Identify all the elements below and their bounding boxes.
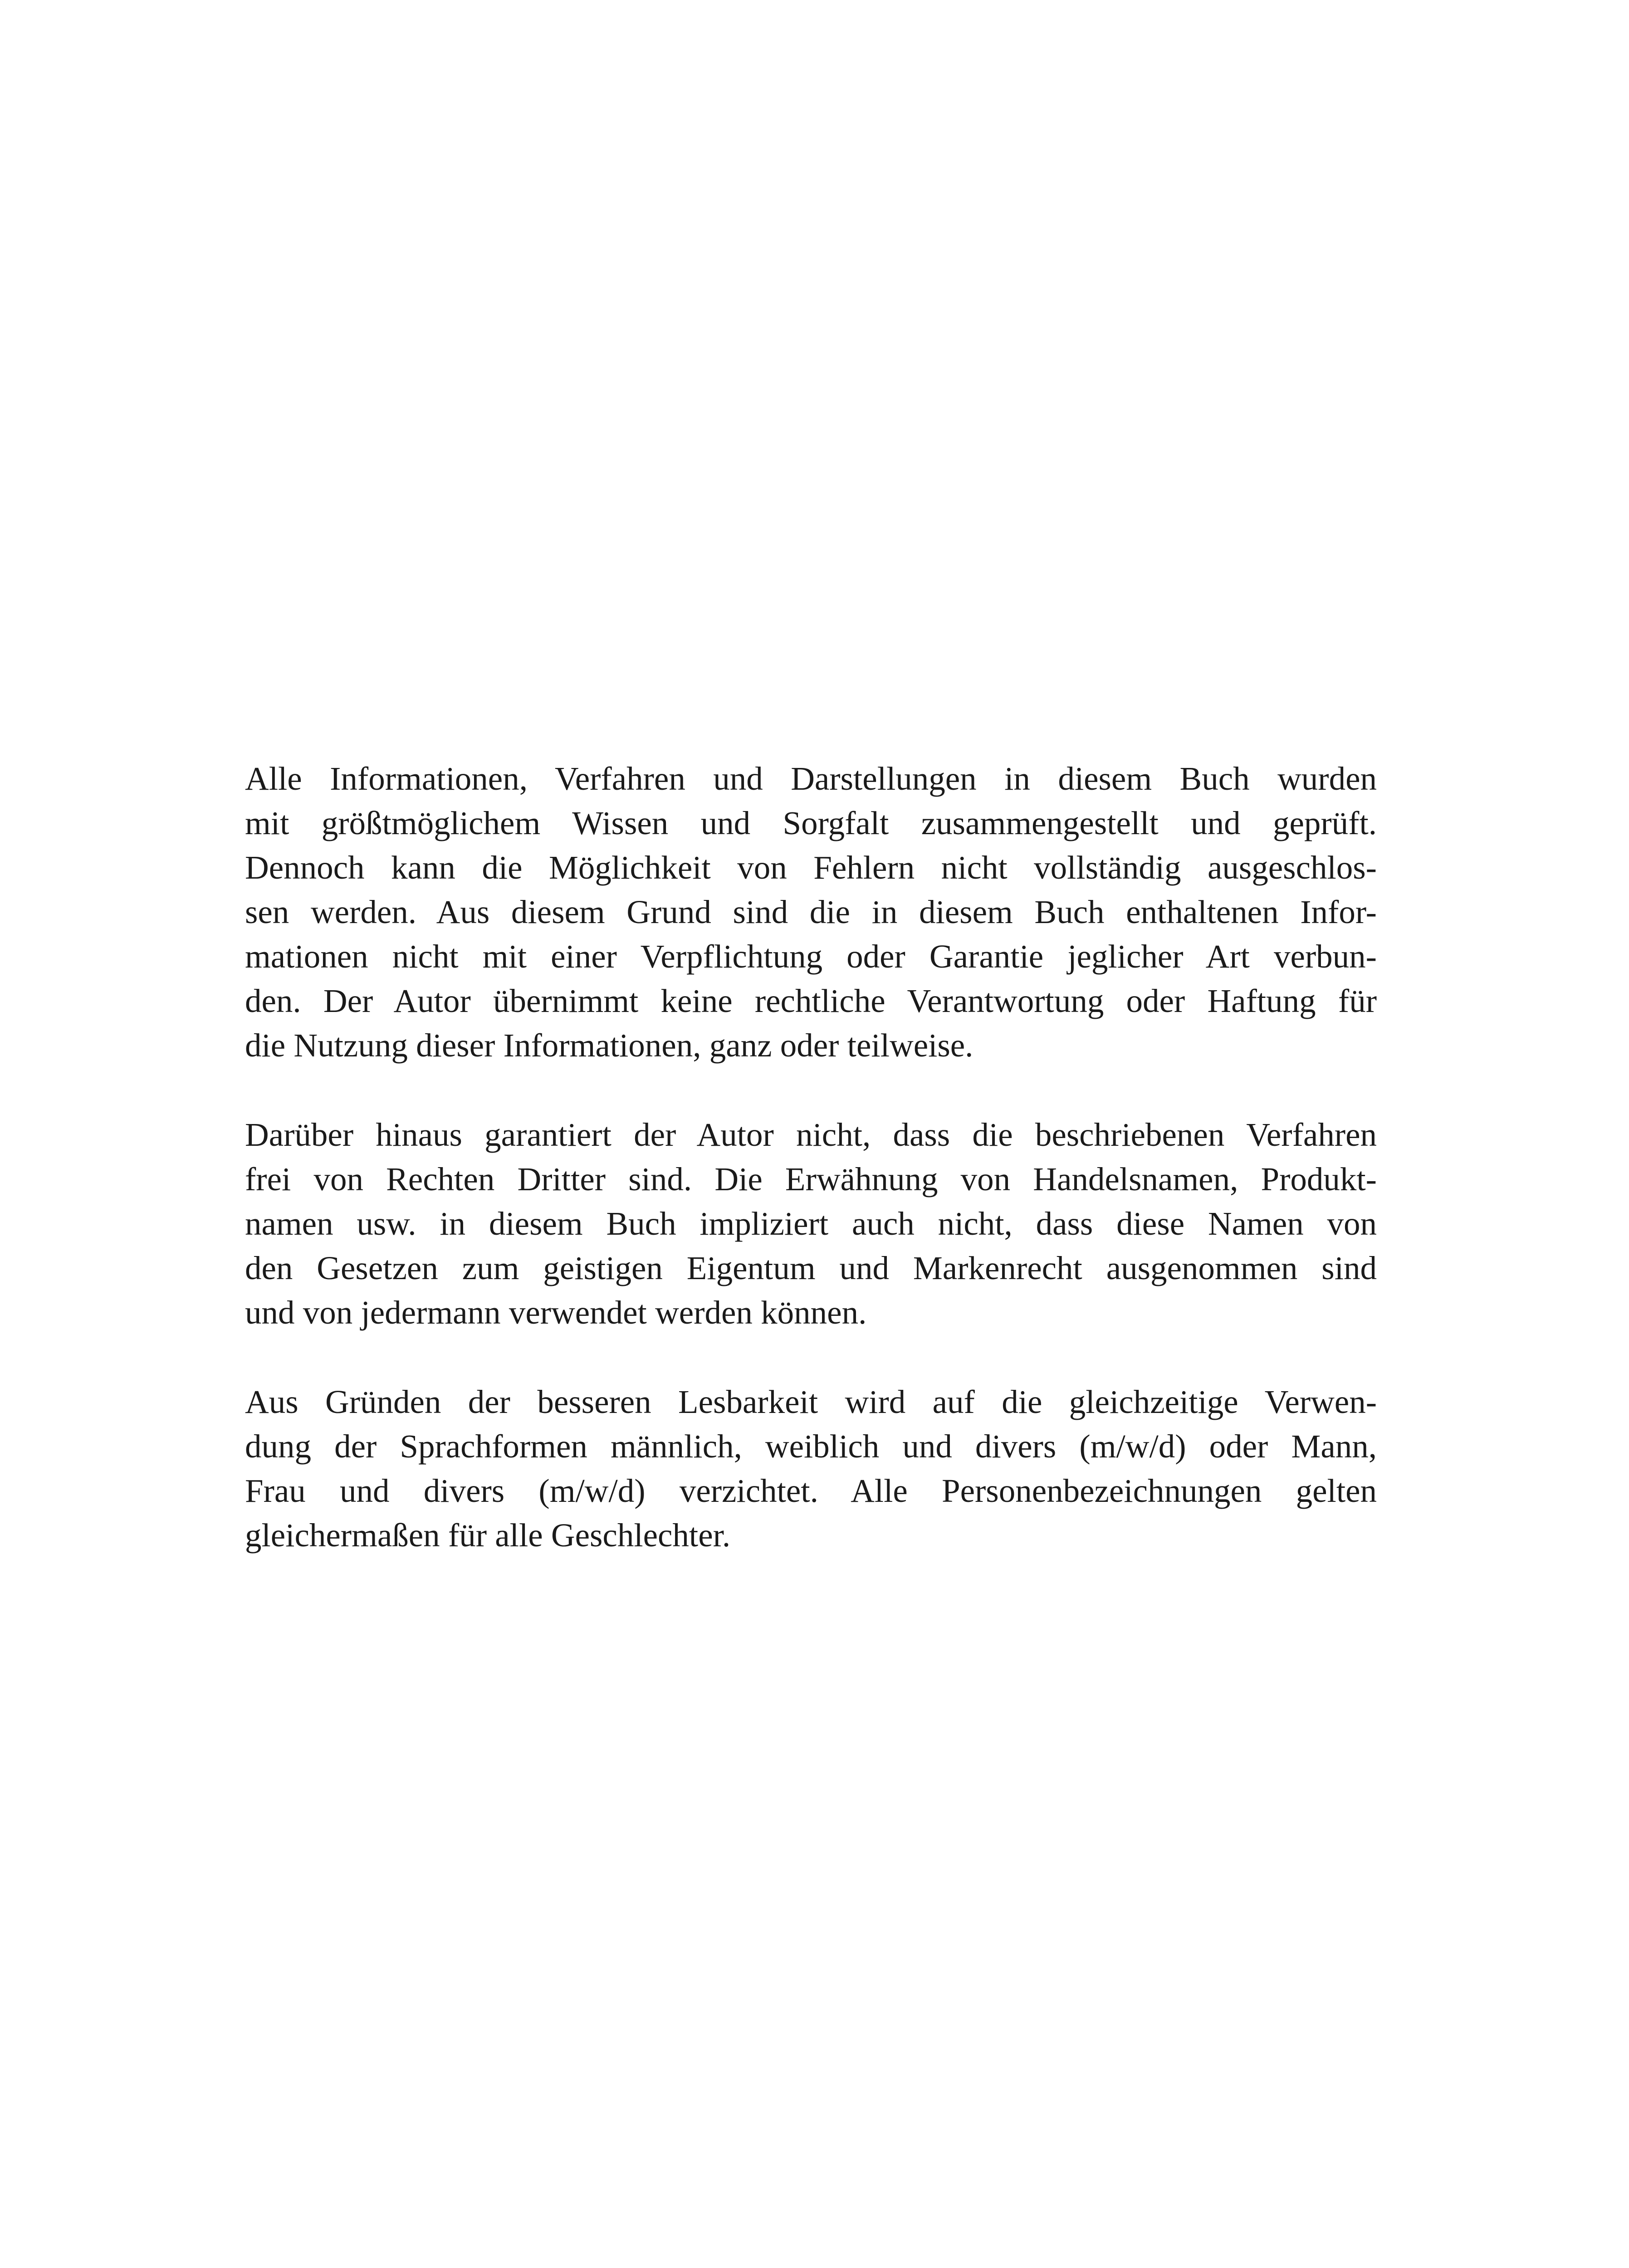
- text-line: mit größtmöglichem Wissen und Sorgfalt zusammengestellt und geprüft.: [245, 805, 1377, 841]
- text-line: namen usw. in diesem Buch impliziert auch nicht, dass diese Namen von: [245, 1205, 1377, 1242]
- text-line: die Nutzung dieser Informationen, ganz oder teilweise.: [245, 1027, 973, 1064]
- text-line: Dennoch kann die Möglichkeit von Fehlern nicht vollständig ausgeschlos-: [245, 849, 1377, 886]
- disclaimer-text: [245, 757, 1377, 1558]
- text-line: Aus Gründen der besseren Lesbarkeit wird auf die gleichzeitige Verwen-: [245, 1383, 1377, 1420]
- disclaimer-paragraph-1: [245, 757, 1377, 1068]
- text-line: sen werden. Aus diesem Grund sind die in diesem Buch enthaltenen Infor-: [245, 894, 1377, 930]
- disclaimer-paragraph-3: [245, 1380, 1377, 1558]
- text-line: Alle Informationen, Verfahren und Darstellungen in diesem Buch wurden: [245, 760, 1377, 797]
- text-line: gleichermaßen für alle Geschlechter.: [245, 1517, 731, 1554]
- text-line: dung der Sprachformen männlich, weiblich und divers (m/w/d) oder Mann,: [245, 1428, 1377, 1465]
- text-line: den. Der Autor übernimmt keine rechtliche Verantwortung oder Haftung für: [245, 982, 1377, 1019]
- text-line: mationen nicht mit einer Verpflichtung oder Garantie jeglicher Art verbun-: [245, 938, 1377, 975]
- text-line: Frau und divers (m/w/d) verzichtet. Alle Personenbezeichnungen gelten: [245, 1472, 1377, 1509]
- disclaimer-paragraph-2: [245, 1113, 1377, 1335]
- text-line: den Gesetzen zum geistigen Eigentum und Markenrecht ausgenommen sind: [245, 1250, 1377, 1286]
- text-line: und von jedermann verwendet werden können.: [245, 1294, 867, 1331]
- text-line: Darüber hinaus garantiert der Autor nicht, dass die beschriebenen Verfahren: [245, 1116, 1377, 1153]
- text-line: frei von Rechten Dritter sind. Die Erwähnung von Handelsnamen, Produkt-: [245, 1161, 1377, 1198]
